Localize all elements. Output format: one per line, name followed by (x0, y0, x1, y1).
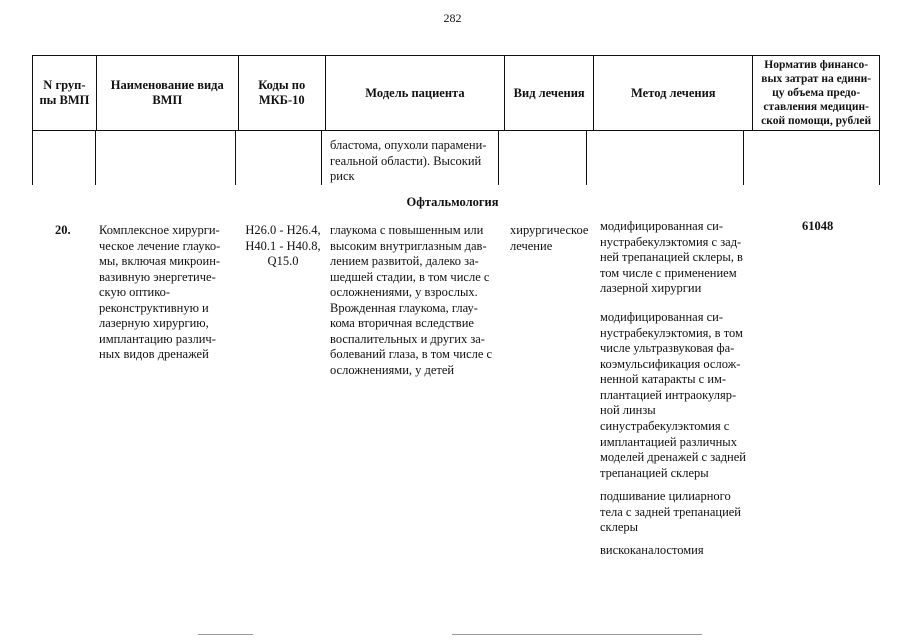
header-group-number: N груп- пы ВМП (33, 56, 97, 131)
header-icd-codes: Коды по МКБ-10 (238, 56, 325, 131)
icd-codes: H26.0 - H26.4, H40.1 - H40.8, Q15.0 (245, 223, 321, 268)
column-divider (743, 131, 744, 185)
scan-artifact-line (198, 634, 253, 635)
section-title: Офтальмология (406, 195, 499, 209)
column-divider (32, 131, 33, 185)
method-1: модифицированная си- нустрабекулэктомия с зад- ней трепанацией склеры, в том числе с применением лазерной хирургии (600, 219, 743, 295)
method-2: модифицированная си- нустрабекулэктомия, в том числе ультразвуковая фа- коэмульсификация ослож- ненной катаракты с им- плантацией интраокуляр- ной линзы (600, 310, 743, 417)
patient-model-continuation: бластома, опухоли парамени- геальной области). Высокий риск (330, 138, 487, 183)
column-divider (879, 131, 880, 185)
page-number: 282 (443, 11, 462, 25)
method-4: подшивание цилиарного тела с задней трепанацией склеры (600, 489, 741, 534)
column-divider (321, 131, 322, 185)
column-divider (586, 131, 587, 185)
column-divider (235, 131, 236, 185)
header-vmp-name: Наименование вида ВМП (96, 56, 238, 131)
header-treatment-method: Метод лечения (594, 56, 753, 131)
header-financial-norm: Норматив финансо- вых затрат на едини- цу объема предо- ставления медицин- ской помощи, рублей (753, 56, 880, 131)
financial-norm: 61048 (802, 219, 834, 233)
column-divider (95, 131, 96, 185)
header-patient-model: Модель пациента (325, 56, 504, 131)
scan-artifact-line (452, 634, 702, 635)
method-3: синустрабекулэктомия с имплантацией различных моделей дренажей с задней трепанацией склеры (600, 419, 746, 480)
method-5: вискоканалостомия (600, 543, 704, 557)
treatment-type: хирургическое лечение (510, 223, 589, 253)
header-treatment-type: Вид лечения (505, 56, 594, 131)
patient-model: глаукома с повышенным или высоким внутриглазным дав- лением развитой, далеко за- шедшей стадии, в том числе с осложнениями, у взрослых. Врожденная глаукома, глау- кома вторичная вследствие воспалительных и других за- болеваний глаза, в том числе с осложнениями, у детей (330, 223, 493, 377)
table-header (32, 55, 880, 131)
vmp-name: Комплексное хирурги- ческое лечение глауко- мы, включая микроин- вазивную энергетиче- скую оптико- реконструктивную и лазерную хирургию, имплантацию различ- ных видов дренажей (99, 223, 221, 361)
group-number: 20. (55, 223, 71, 237)
column-divider (498, 131, 499, 185)
